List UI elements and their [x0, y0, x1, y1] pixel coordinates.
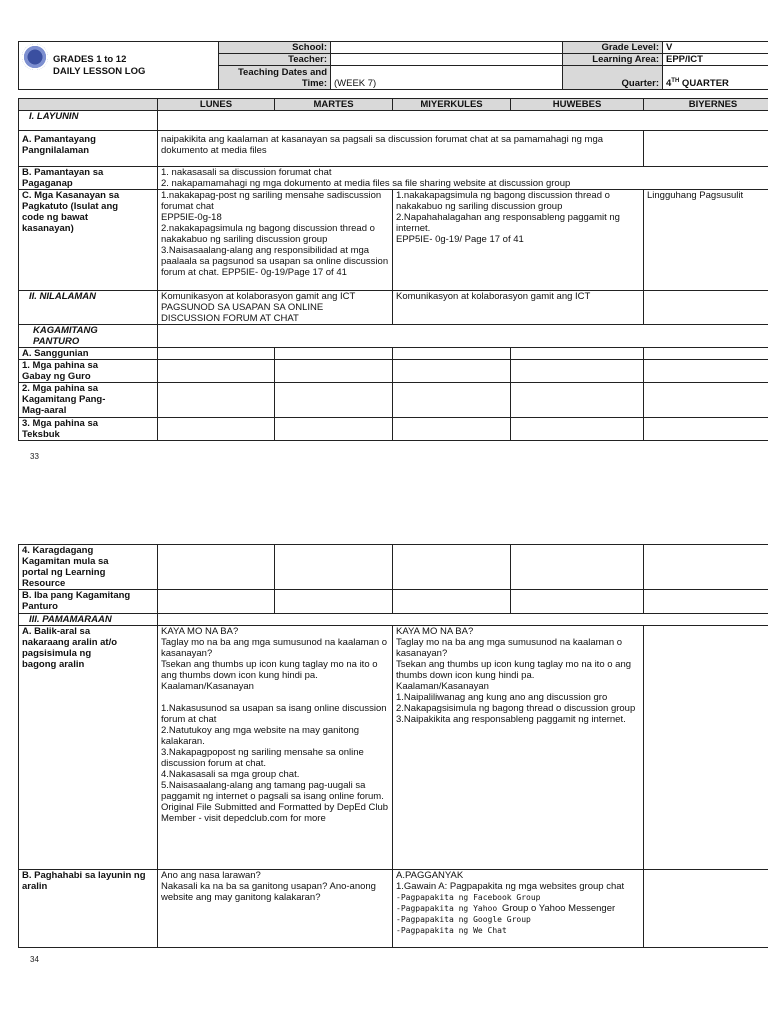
balik-aral-label: A. Balik-aral sa nakaraang aralin at/o pagsisimula ng bagong aralin [19, 626, 158, 870]
sanggunian-lunes [158, 348, 275, 360]
teaching-dates-label-2: Time: [301, 77, 327, 89]
gabay-martes [275, 360, 393, 383]
gabay-lunes [158, 360, 275, 383]
quarter-word: QUARTER [679, 78, 729, 89]
sanggunian-label: A. Sanggunian [19, 348, 158, 360]
kasanayan-text-biyernes: Lingguhang Pagsusulit [644, 190, 768, 291]
sanggunian-martes [275, 348, 393, 360]
teacher-field[interactable] [331, 54, 563, 66]
kagamitang-pang-biyernes [644, 383, 768, 418]
nilalaman-text-lunes-martes: Komunikasyon at kolaborasyon gamit ang ICT PAGSUNOD SA USAPAN SA ONLINE DISCUSSION FORUM AT CHAT [158, 291, 393, 325]
iba-biyernes [644, 590, 768, 614]
kagamitang-pang-lunes [158, 383, 275, 418]
gabay-miyerkules [393, 360, 511, 383]
day-header-miyerkules: MIYERKULES [393, 99, 511, 111]
sanggunian-miyerkules [393, 348, 511, 360]
grade-level-label: Grade Level: [563, 42, 663, 54]
sanggunian-biyernes [644, 348, 768, 360]
pagganyak-line1: 1.Gawain A: Pagpapakita ng mga websites group chat [396, 881, 625, 892]
grade-level-value[interactable]: V [663, 42, 768, 54]
header-table [18, 41, 768, 90]
gabay-biyernes [644, 360, 768, 383]
pamamaraan-heading: III. PAMAMARAAN [19, 614, 158, 626]
day-header-huwebes: HUWEBES [511, 99, 644, 111]
balik-aral-text-miyerkules-huwebes: KAYA MO NA BA? Taglay mo na ba ang mga sumusunod na kaalaman o kasanayan? Tsekan ang thumbs up icon kung taglay mo na ito o ang thumbs down icon kung hindi pa. Kaalaman/Kasanayan 1.Naipaliliwanag ang kung ano ang discussion gro 2.Nakapagsisimula ng bagong thread o discussion group 3.Naipakikita ang responsableng paggamit ng internet. [393, 626, 644, 870]
karagdagang-huwebes [511, 545, 644, 590]
karagdagang-martes [275, 545, 393, 590]
lesson-table-page1 [18, 98, 768, 441]
iba-miyerkules [393, 590, 511, 614]
pagganyak-facebook: -Pagpapakita ng Facebook Group [396, 893, 541, 902]
pamantayan-pagganap-text: 1. nakasasali sa discussion forumat chat 2. nakapamamahagi ng mga dokumento at media files sa file sharing website at discussion group [158, 167, 768, 190]
teksbuk-label: 3. Mga pahina sa Teksbuk [19, 418, 158, 441]
teksbuk-martes [275, 418, 393, 441]
teksbuk-huwebes [511, 418, 644, 441]
karagdagang-kagamitan-label: 4. Karagdagang Kagamitan mula sa portal ng Learning Resource [19, 545, 158, 590]
page-number-33: 33 [30, 452, 39, 461]
paghahabi-text-lunes-martes: Ano ang nasa larawan? Nakasali ka na ba sa ganitong usapan? Ano-anong website ang may ganitong kalakaran? [158, 870, 393, 948]
quarter-label: Quarter: [563, 66, 663, 90]
iba-martes [275, 590, 393, 614]
pamantayang-biyernes-cell [644, 131, 768, 167]
school-field[interactable] [331, 42, 563, 54]
kagamitang-pang-mag-aaral-label: 2. Mga pahina sa Kagamitang Pang- Mag-aaral [19, 383, 158, 418]
iba-huwebes [511, 590, 644, 614]
kagamitang-panturo-cell [158, 325, 768, 348]
sanggunian-huwebes [511, 348, 644, 360]
quarter-value[interactable] [663, 66, 768, 90]
pagganyak-yahoo [396, 903, 640, 914]
dll-title-line2: DAILY LESSON LOG [53, 65, 146, 77]
quarter-sup: TH [671, 77, 680, 84]
page-number-34: 34 [30, 955, 39, 964]
pamantayan-pagganap-label: B. Pamantayan sa Pagaganap [19, 167, 158, 190]
balik-aral-biyernes [644, 626, 768, 870]
gabay-huwebes [511, 360, 644, 383]
pamamaraan-cell [158, 614, 768, 626]
layunin-cell [158, 111, 768, 131]
day-header-blank [19, 99, 158, 111]
balik-aral-text-lunes-martes: KAYA MO NA BA? Taglay mo na ba ang mga sumusunod na kaalaman o kasanayan? Tsekan ang thumbs up icon kung taglay mo na ito o ang thumbs down icon kung hindi pa. Kaalaman/Kasanayan 1.Nakasusunod sa usapan sa isang online discussion forum at chat 2.Natutukoy ang mga website na may ganitong kalakaran. 3.Nakapagpopost ng sariling mensahe sa online discussion forum at chat. 4.Nakasasali sa mga group chat. 5.Naisasaalang-alang ang tamang pag-uugali sa paggamit ng internet o pagsali sa isang online forum. Original File Submitted and Formatted by DepEd Club Member - visit depedclub.com for more [158, 626, 393, 870]
teaching-dates-label [219, 66, 331, 90]
dll-title-line1: GRADES 1 to 12 [53, 53, 127, 65]
kagamitang-pang-miyerkules [393, 383, 511, 418]
kasanayan-text-lunes-martes: 1.nakakapag-post ng sariling mensahe sadiscussion forumat chat EPP5IE-0g-18 2.nakakapagsimula ng bagong discussion thread o nakakabuo ng sariling discussion group 3.Naisasaalang-alang ang responsibilidad at mga paalaala sa pagsunod sa usapan sa online discussion forum at chat. EPP5IE- 0g-19/Page 17 of 41 [158, 190, 393, 291]
kasanayan-label: C. Mga Kasanayan sa Pagkatuto (Isulat ang code ng bawat kasanayan) [19, 190, 158, 291]
iba-lunes [158, 590, 275, 614]
karagdagang-lunes [158, 545, 275, 590]
teksbuk-lunes [158, 418, 275, 441]
learning-area-value[interactable]: EPP/ICT [663, 54, 768, 66]
paghahabi-text-miyerkules-huwebes [393, 870, 644, 948]
iba-pang-kagamitan-label: B. Iba pang Kagamitang Panturo [19, 590, 158, 614]
kasanayan-text-miyerkules-huwebes: 1.nakakapagsimula ng bagong discussion thread o nakakabuo ng sariling discussion group 2.Napahahalagahan ang responsableng paggamit ng internet. EPP5IE- 0g-19/ Page 17 of 41 [393, 190, 644, 291]
day-header-martes: MARTES [275, 99, 393, 111]
paghahabi-label: B. Paghahabi sa layunin ng aralin [19, 870, 158, 948]
kagamitang-pang-huwebes [511, 383, 644, 418]
pagganyak-title: A.PAGGANYAK [396, 870, 464, 881]
teaching-dates-label-1: Teaching Dates and [237, 66, 327, 78]
gabay-guro-label: 1. Mga pahina sa Gabay ng Guro [19, 360, 158, 383]
layunin-heading: I. LAYUNIN [19, 111, 158, 131]
teksbuk-biyernes [644, 418, 768, 441]
day-header-biyernes: BIYERNES [644, 99, 768, 111]
quarter-num: 4 [666, 78, 672, 89]
day-header-lunes: LUNES [158, 99, 275, 111]
pagganyak-google: -Pagpapakita ng Google Group [396, 915, 531, 924]
pamantayang-pangnilalaman-text: naipakikita ang kaalaman at kasanayan sa pagsali sa discussion forumat chat at sa pamamahagi ng mga dokumento at media files [158, 131, 644, 167]
kagamitang-panturo-heading: KAGAMITANG PANTURO [19, 325, 158, 348]
kagamitang-pang-martes [275, 383, 393, 418]
pamantayang-pangnilalaman-label: A. Pamantayang Pangnilalaman [19, 131, 158, 167]
paghahabi-biyernes [644, 870, 768, 948]
learning-area-label: Learning Area: [563, 54, 663, 66]
school-label: School: [219, 42, 331, 54]
teacher-label: Teacher: [219, 54, 331, 66]
pagganyak-yahoo-a: -Pagpapakita ng Yahoo [396, 904, 502, 913]
nilalaman-biyernes-cell [644, 291, 768, 325]
week-value[interactable]: (WEEK 7) [331, 66, 563, 90]
karagdagang-miyerkules [393, 545, 511, 590]
karagdagang-biyernes [644, 545, 768, 590]
teksbuk-miyerkules [393, 418, 511, 441]
pagganyak-wechat: -Pagpapakita ng We Chat [396, 926, 507, 935]
nilalaman-text-miyerkules-huwebes: Komunikasyon at kolaborasyon gamit ang ICT [393, 291, 644, 325]
lesson-table-page2 [18, 544, 768, 948]
pagganyak-yahoo-b: Group o Yahoo Messenger [501, 903, 616, 914]
nilalaman-heading: II. NILALAMAN [19, 291, 158, 325]
dll-title [19, 42, 219, 90]
